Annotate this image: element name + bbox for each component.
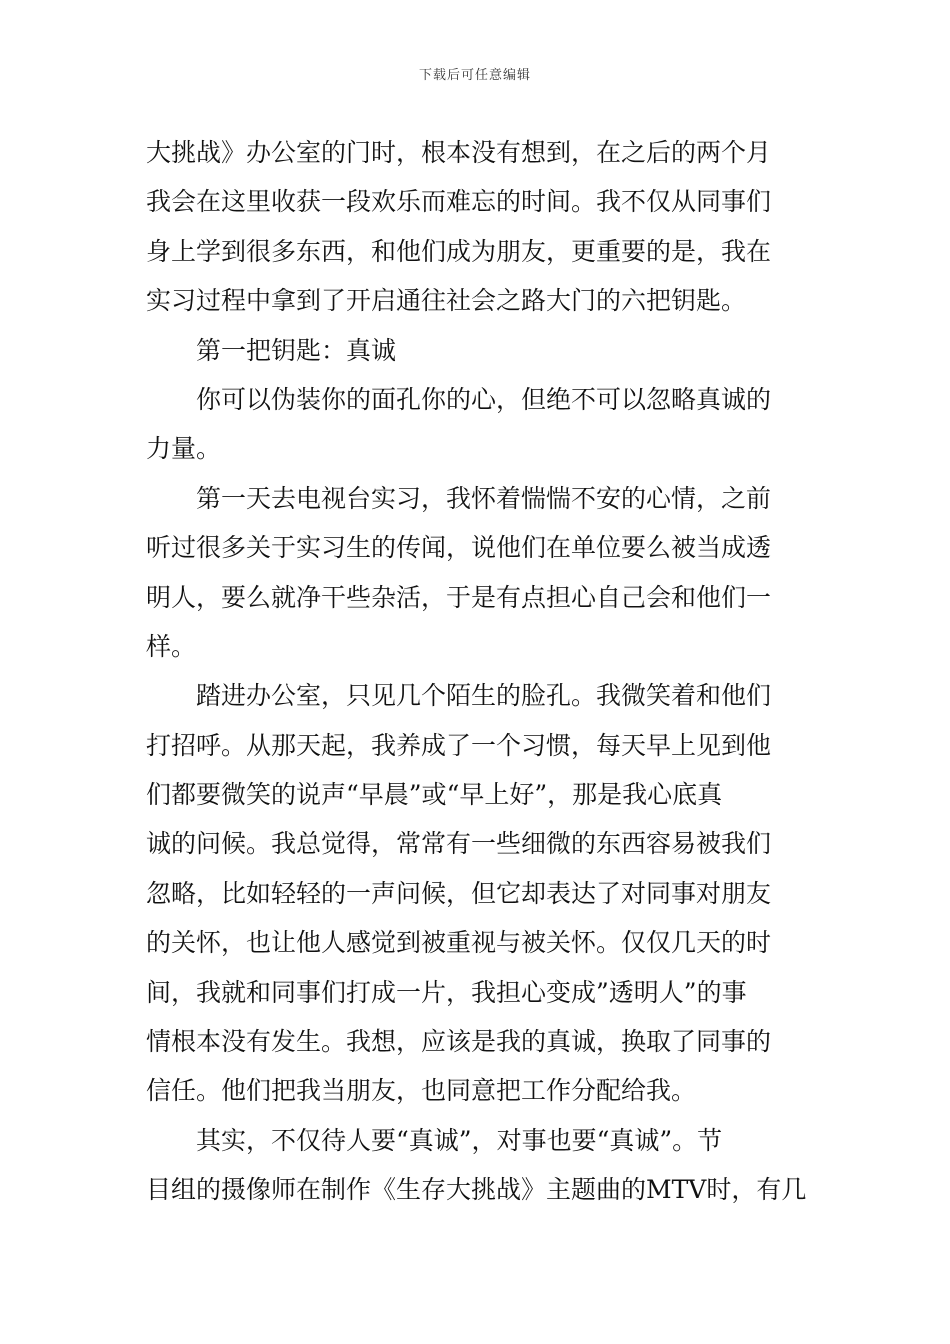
section-heading: 第一把钥匙：真诚 bbox=[196, 335, 397, 365]
text-line: 实习过程中拿到了开启通往社会之路大门的六把钥匙。 bbox=[146, 286, 747, 316]
text-line: 身上学到很多东西，和他们成为朋友，更重要的是，我在 bbox=[146, 236, 772, 266]
page-header: 下载后可任意编辑 bbox=[418, 68, 531, 83]
text-line: 的关怀，也让他人感觉到被重视与被关怀。仅仅几天的时 bbox=[146, 928, 772, 958]
text-line: 打招呼。从那天起，我养成了一个习惯，每天早上见到他 bbox=[146, 730, 772, 760]
text-line: 忽略，比如轻轻的一声问候，但它却表达了对同事对朋友 bbox=[146, 878, 772, 908]
text-line: 情根本没有发生。我想，应该是我的真诚，换取了同事的 bbox=[146, 1027, 772, 1057]
text-line: 力量。 bbox=[146, 434, 222, 464]
text-line: 们都要微笑的说声“早晨”或“早上好”，那是我心底真 bbox=[146, 780, 723, 810]
text-line: 踏进办公室，只见几个陌生的脸孔。我微笑着和他们 bbox=[196, 681, 772, 711]
text-line: 第一天去电视台实习，我怀着惴惴不安的心情，之前 bbox=[196, 483, 772, 513]
text-line: 样。 bbox=[146, 631, 197, 661]
text-line: 我会在这里收获一段欢乐而难忘的时间。我不仅从同事们 bbox=[146, 187, 772, 217]
text-line: 其实，不仅待人要“真诚”，对事也要“真诚”。节 bbox=[196, 1125, 723, 1155]
text-line: 间，我就和同事们打成一片，我担心变成”透明人”的事 bbox=[146, 977, 747, 1007]
text-line: 明人，要么就净干些杂活，于是有点担心自己会和他们一 bbox=[146, 582, 772, 612]
text-line: 信任。他们把我当朋友，也同意把工作分配给我。 bbox=[146, 1076, 697, 1106]
text-line: 目组的摄像师在制作《生存大挑战》主题曲的MTV时，有几 bbox=[146, 1175, 807, 1205]
text-line: 诚的问候。我总觉得，常常有一些细微的东西容易被我们 bbox=[146, 829, 772, 859]
text-line: 听过很多关于实习生的传闻，说他们在单位要么被当成透 bbox=[146, 533, 772, 563]
text-line: 大挑战》办公室的门时，根本没有想到，在之后的两个月 bbox=[146, 138, 772, 167]
document-body bbox=[146, 128, 806, 1215]
text-line: 你可以伪装你的面孔你的心，但绝不可以忽略真诚的 bbox=[196, 384, 772, 414]
